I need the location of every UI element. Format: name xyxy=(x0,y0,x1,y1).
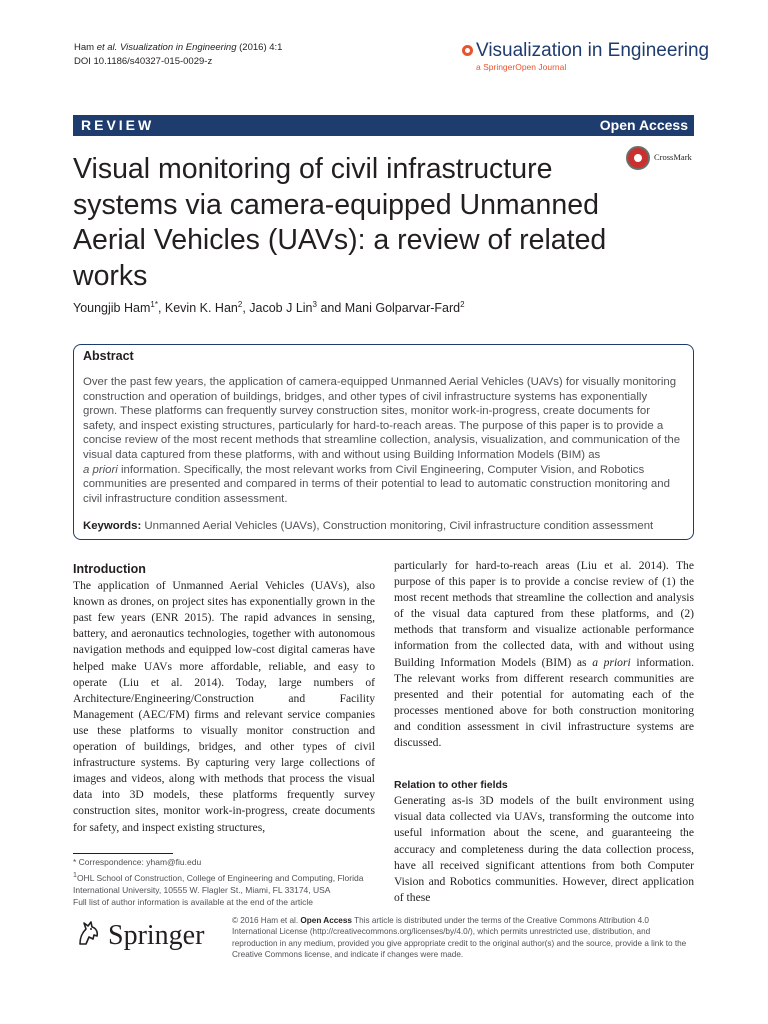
body-column-right xyxy=(394,558,694,906)
keywords-label: Keywords: xyxy=(83,520,142,532)
author-affiliation-mark: 2 xyxy=(237,300,243,309)
citation-block xyxy=(74,41,282,69)
author-conjunction: and xyxy=(320,301,342,316)
crossmark-label: CrossMark xyxy=(654,152,692,162)
keywords-line xyxy=(83,520,688,532)
journal-brand[interactable] xyxy=(462,40,710,80)
keywords-text: Unmanned Aerial Vehicles (UAVs), Construction monitoring, Civil infrastructure condition assessment xyxy=(144,520,654,532)
author-affiliation-mark: 1* xyxy=(150,300,158,309)
open-access-label: Open Access xyxy=(599,117,688,133)
author-separator: , xyxy=(242,301,250,316)
paragraph-italic: a priori xyxy=(592,655,631,669)
springer-logo[interactable] xyxy=(74,916,214,956)
correspondence-line[interactable]: * Correspondence: yham@fiu.edu xyxy=(73,857,202,867)
author-name[interactable]: Kevin K. Han xyxy=(164,301,238,316)
citation-journal: Visualization in Engineering xyxy=(119,42,237,53)
article-type-label: REVIEW xyxy=(81,117,155,133)
abstract-box xyxy=(73,344,694,540)
abstract-heading: Abstract xyxy=(83,349,134,363)
springeropen-logo-icon xyxy=(462,45,473,56)
article-type-band xyxy=(73,115,694,136)
affiliation-line xyxy=(73,869,375,897)
abstract-italic: a priori xyxy=(83,463,118,476)
article-title: Visual monitoring of civil infrastructure systems via camera-equipped Unmanned Aerial Vehicles (UAVs): a review of related works xyxy=(73,153,607,292)
affiliation-mark: 1 xyxy=(73,870,77,879)
citation-year-volume: (2016) 4:1 xyxy=(239,42,283,53)
paragraph-text-part: information. The relevant works from different research communities are presented and their potential for automating each of the processes mentioned above for both construction monitoring and condition assessment in civil infrastructure systems are discussed. xyxy=(394,655,694,750)
springer-horse-icon xyxy=(74,918,104,948)
license-text: This article is distributed under the terms of the Creative Commons Attribution 4.0 International License (http://creativecommons.org/licenses/by/4.0/), which permits unrestricted use, distribution, and reproduction in any medium, provided you give appropriate credit to the original author(s) and the source, provide a link to the Creative Commons license, and indicate if changes were made. xyxy=(232,916,687,960)
author-name[interactable]: Jacob J Lin xyxy=(249,301,313,316)
crossmark-badge[interactable] xyxy=(626,146,696,172)
journal-brand-name: Visualization in Engineering xyxy=(476,40,710,61)
section-heading-introduction: Introduction xyxy=(73,562,146,576)
affiliation-text: OHL School of Construction, College of Engineering and Computing, Florida International University, 10555 W. Flagler St., Miami, FL 33174, USA xyxy=(73,872,364,895)
author-name[interactable]: Mani Golparvar-Fard xyxy=(344,301,461,316)
license-open-access: Open Access xyxy=(300,916,352,925)
relation-paragraph: Generating as-is 3D models of the built environment using visual data collected via UAVs, transforming the outcome into useful information about the scene, and guaranteeing the accuracy and completeness during the data collection process, have all received significant attentions from both Computer Vision and Robotics communities. However, direct application of these xyxy=(394,794,694,904)
citation-author: Ham xyxy=(74,42,95,53)
abstract-text-part: Over the past few years, the application of camera-equipped Unmanned Aerial Vehicles (UAVs) for visually monitoring construction and operation of buildings, bridges, and other types of civil infrastructure systems has exponentially grown. These platforms can frequently survey construction sites, monitor work-in-progress, create documents for safety, and inspect existing structures, particularly for hard-to-reach areas. The purpose of this paper is to provide a concise review of the most recent methods that streamline collection, analysis, visualization, and communication of the visual data captured from these platforms, with and without using Building Information Models (BIM) as xyxy=(83,376,681,461)
author-name[interactable]: Youngjib Ham xyxy=(73,301,151,316)
introduction-paragraph: The application of Unmanned Aerial Vehicles (UAVs), also known as drones, on project sites has exponentially grown in the past few years (ENR 2015). The rapid advances in sensing, battery, and aeronautics technologies, together with autonomous navigation methods and equipped low-cost digital cameras have helped make UAVs more affordable, reliable, and easy to operate (Liu et al. 2014). Today, large numbers of Architecture/Engineering/Construction and Facility Management (AEC/FM) firms and relevant service companies use these platforms to visually monitor construction and operation of buildings, bridges, and other types of civil infrastructure systems. By capturing very large collections of images and videos, along with methods that process the visual data into 3D models, these platforms frequently survey construction sites, monitor work-in-progress, create documents for safety, and inspect existing structures, xyxy=(73,579,375,834)
paragraph-text-part: particularly for hard-to-reach areas (Liu et al. 2014). The purpose of this paper is to provide a concise review of (1) the most recent methods that streamline the collection and analysis of the visual data captured from these platforms, and (2) methods that transform and visualize actionable performance information from the collected data, with and without using Building Information Models (BIM) as xyxy=(394,559,694,669)
section-heading-relation: Relation to other fields xyxy=(394,779,508,792)
author-separator: , xyxy=(157,301,165,316)
doi[interactable]: DOI 10.1186/s40327-015-0029-z xyxy=(74,56,213,67)
abstract-text xyxy=(83,375,683,506)
author-affiliation-mark: 3 xyxy=(312,300,317,309)
body-column-left xyxy=(73,561,375,836)
journal-brand-subtitle: a SpringerOpen Journal xyxy=(476,62,567,72)
introduction-paragraph-continued xyxy=(394,558,694,751)
footnote-rule xyxy=(73,853,173,854)
abstract-text-part: information. Specifically, the most relevant works from Civil Engineering, Computer Vision, and Robotics communities are presented and compared in terms of their potential to lead to automatic construction monitoring and civil infrastructure condition assessment. xyxy=(83,463,670,505)
citation-etal: et al. xyxy=(96,42,118,53)
license-statement xyxy=(232,915,696,961)
full-author-info-note: Full list of author information is available at the end of the article xyxy=(73,897,314,908)
author-affiliation-mark: 2 xyxy=(460,300,465,309)
citation-line xyxy=(74,41,282,55)
footnote-block xyxy=(73,856,375,909)
author-list xyxy=(73,300,465,315)
springer-wordmark: Springer xyxy=(108,920,205,951)
license-copyright: © 2016 Ham et al. xyxy=(232,916,299,925)
